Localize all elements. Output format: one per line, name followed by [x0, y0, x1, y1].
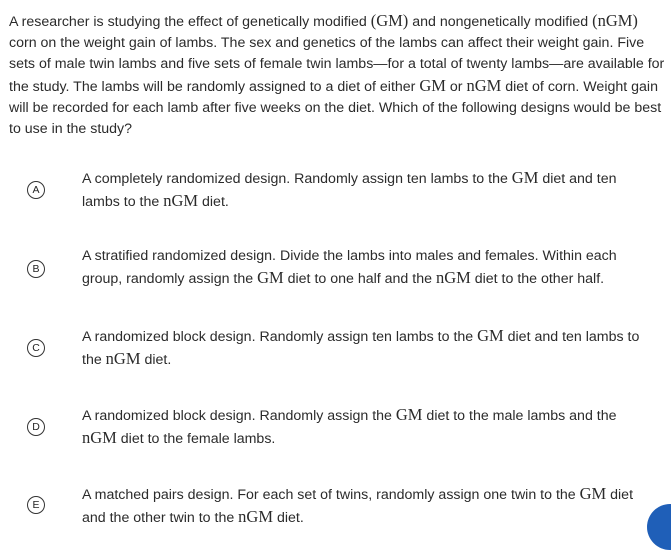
option-b-part-1: A stratified randomized design. Divide the lambs into males and females. Within each group, randomly assign the — [82, 248, 617, 287]
option-b-math-1: GM — [257, 268, 284, 287]
option-a-math-2: nGM — [163, 191, 199, 210]
answer-option-e[interactable] — [0, 483, 671, 533]
option-d-part-2: diet to the male lambs and the — [422, 408, 617, 424]
option-b-part-2: diet to one half and the — [283, 271, 436, 287]
option-e-part-3: diet. — [273, 510, 304, 526]
option-text-b — [82, 246, 642, 290]
math-gm-abbrev: (GM) — [370, 11, 409, 30]
option-a-part-2: diet and ten lambs to the — [82, 171, 617, 210]
question-text-2: and nongenetically modified — [408, 14, 593, 30]
option-d-math-2: nGM — [82, 428, 117, 447]
option-letter-circle-d[interactable]: D — [27, 418, 45, 436]
option-letter-circle-b[interactable]: B — [27, 260, 45, 278]
option-d-part-1: A randomized block design. Randomly assign the — [82, 408, 396, 424]
question-text-4: or — [445, 79, 467, 95]
answer-option-c[interactable] — [0, 325, 671, 375]
option-c-part-2: diet and ten lambs to the — [82, 329, 640, 368]
option-e-math-2: nGM — [238, 507, 274, 526]
math-ngm: nGM — [466, 76, 502, 95]
answer-option-d[interactable] — [0, 404, 671, 454]
question-stem — [9, 10, 669, 140]
question-text-1: A researcher is studying the effect of genetically modified — [9, 14, 371, 30]
option-e-math-1: GM — [579, 484, 607, 503]
math-gm: GM — [419, 76, 446, 95]
option-e-part-1: A matched pairs design. For each set of twins, randomly assign one twin to the — [82, 487, 580, 503]
option-text-c — [82, 325, 642, 371]
option-d-math-1: GM — [395, 405, 423, 424]
option-text-d — [82, 404, 642, 450]
option-c-part-3: diet. — [140, 352, 172, 368]
option-a-part-1: A completely randomized design. Randomly assign ten lambs to the — [82, 171, 512, 187]
option-e-part-2: diet and the other twin to the — [82, 487, 634, 526]
math-ngm-abbrev: (nGM) — [592, 11, 638, 30]
option-letter-circle-c[interactable]: C — [27, 339, 45, 357]
option-letter-circle-a[interactable]: A — [27, 181, 45, 199]
option-d-part-3: diet to the female lambs. — [116, 431, 276, 447]
option-a-math-1: GM — [511, 168, 539, 187]
option-a-part-3: diet. — [198, 194, 229, 210]
option-letter-circle-e[interactable]: E — [27, 496, 45, 514]
option-b-math-2: nGM — [435, 268, 471, 287]
answer-option-b[interactable] — [0, 246, 671, 296]
option-c-math-1: GM — [477, 326, 504, 345]
question-text-5: diet of corn. Weight gain will be recorded for each lamb after five weeks on the diet. Which of the following designs would be best to use in the study? — [9, 79, 662, 137]
answer-option-a[interactable] — [0, 167, 671, 217]
option-c-part-1: A randomized block design. Randomly assign ten lambs to the — [82, 329, 478, 345]
question-text-3: corn on the weight gain of lambs. The sex and genetics of the lambs can affect their weight gain. Five sets of male twin lambs and five sets of female twin lambs—for a total of twenty lambs—are available for the study. The lambs will be randomly assigned to a diet of either — [9, 35, 665, 95]
option-text-e — [82, 483, 642, 529]
option-text-a — [82, 167, 642, 213]
option-b-part-3: diet to the other half. — [470, 271, 605, 287]
option-c-math-2: nGM — [105, 349, 141, 368]
